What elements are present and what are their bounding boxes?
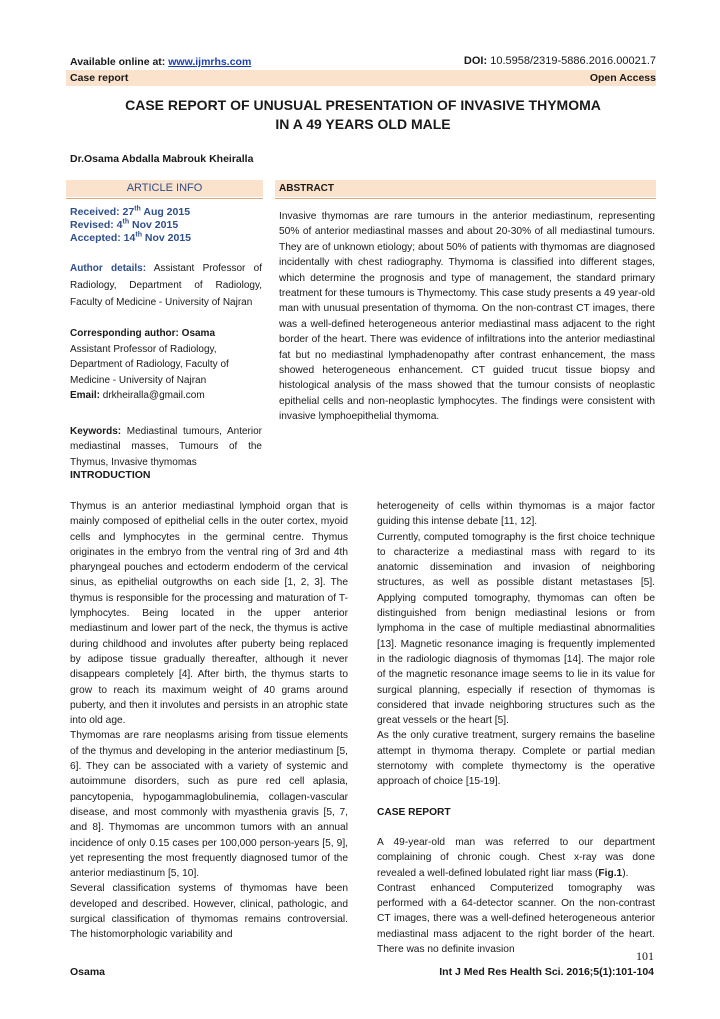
author-name: Dr.Osama Abdalla Mabrouk Kheiralla [70, 153, 254, 165]
open-access-label: Open Access [589, 72, 656, 84]
right-column [377, 499, 655, 957]
footer-citation: Int J Med Res Health Sci. 2016;5(1):101-104 [439, 966, 654, 978]
abstract-heading: ABSTRACT [279, 183, 334, 194]
case-report-label: Case report [70, 72, 129, 84]
revised-date: Revised: 4th Nov 2015 [70, 218, 179, 231]
footer-author: Osama [70, 966, 106, 978]
available-online: Available online at: www.ijmrhs.com [70, 56, 252, 68]
left-column [70, 499, 348, 943]
article-info-divider [66, 198, 263, 199]
email-address: drkheiralla@gmail.com [100, 390, 205, 401]
intro-paragraph-6: As the only curative treatment, surgery remains the baseline attempt in thymoma therapy. Complete or partial median sternotomy with complete thymectomy is the operative approach of choice [15-19]. [377, 730, 655, 788]
case-paragraph-1: A 49-year-old man was referred to our department complaining of chronic cough. Chest x-ray was done revealed a well-defined lobulated right liar mass (Fig.1). [377, 836, 655, 879]
journal-link[interactable]: www.ijmrhs.com [168, 56, 252, 68]
received-date: Received: 27th Aug 2015 [70, 205, 191, 218]
paper-title: CASE REPORT OF UNUSUAL PRESENTATION OF INVASIVE THYMOMA IN A 49 YEARS OLD MALE [125, 97, 601, 132]
intro-paragraph-5: Currently, computed tomography is the first choice technique to characterize a mediastinal mass with regard to its anatomic dissemination and invasion of neighboring structures, as well as possible distant metastases [5]. Applying computed tomography, thymomas can often be distinguished from benign mediastinal lesions or from lymphoma in the case of multiple mediastinal abnormalities [13]. Magnetic resonance imaging is frequently implemented in the radiologic diagnosis of thymomas [14]. The major role of the magnetic resonance image seems to lie in its value for surgical planning, especially if resection of thymomas is considered that invade neighboring structures such as the great vessels or the heart [5]. [377, 531, 655, 727]
doi: DOI: 10.5958/2319-5886.2016.00021.7 [463, 55, 656, 67]
intro-paragraph-1: Thymus is an anterior mediastinal lymphoid organ that is mainly composed of epithelial cells in the outer cortex, myoid cells and lymphocytes in the germinal centre. Thymus originates in the embryo from the ventral ring of 3rd and 4th pharyngeal pouches and ectoderm endoderm of the cervical sinus, as epithelial outgrowths on each side [1, 2, 3]. The thymus is responsible for the processing and maturation of T-lymphocytes. Being located in the upper anterior mediastinum and lower part of the neck, the thymus is active during childhood and involutes after puberty being replaced by adipose tissue gradually thereafter, although it never disappears completely [4]. After birth, the thymus starts to grow to reach its maximum weight of 40 grams around puberty, and then it involutes and persists in an atrophic state into old age. [70, 501, 348, 727]
intro-paragraph-4: heterogeneity of cells within thymomas is a major factor guiding this intense debate [11, 12]. [377, 501, 655, 528]
abstract-text: Invasive thymomas are rare tumours in the anterior mediastinum, representing 50% of anterior mediastinal masses and about 20-30% of all mediastinal tumours. They are of unknown etiology; about 50% of patients with thymomas are diagnosed incidentally with chest radiography. Thymoma is classified into different stages, which determine the prognosis and type of management, the standard primary treatment for these tumours is Thymectomy. This case study presents a 49 year-old man with unusual presentation of thymoma. On the non-contrast CT images, there was a well-defined heterogeneous anterior mediastinal mass adjacent to the right border of the heart. There was evidence of infiltrations into the anterior mediastinal fat but no mediastinal lymphadenopathy after contrast enhancement, the mass showed heterogeneous enhancement. CT guided trucut tissue biopsy and histological analysis of the mass showed that the tumour consists of neoplastic epithelial cells and non-neoplastic lymphocytes. The findings were consistent with invasive lymphoepithelial thymoma. [279, 211, 655, 423]
introduction-heading: INTRODUCTION [70, 469, 151, 481]
keywords: Keywords: Mediastinal tumours, Anterior mediastinal masses, Tumours of the Thymus, Invasive thymomas [70, 425, 262, 468]
abstract-divider [275, 198, 656, 199]
figure-reference[interactable]: Fig.1 [598, 867, 623, 879]
corresponding-author: Corresponding author: Osama Assistant Professor of Radiology, Department of Radiology, Faculty of Medicine - University of Najran Email: drkheiralla@gmail.com [70, 328, 229, 401]
accepted-date: Accepted: 14th Nov 2015 [70, 231, 191, 244]
article-info-heading: ARTICLE INFO [126, 182, 203, 194]
header-band [66, 70, 656, 86]
case-report-heading: CASE REPORT [377, 806, 451, 818]
article-info [70, 206, 262, 470]
intro-paragraph-3: Several classification systems of thymomas have been developed and described. However, clinical, pathologic, and surgical classification of thymomas remains controversial. The histomorphologic variability and [70, 883, 348, 941]
author-details: Author details: Assistant Professor of Radiology, Department of Radiology, Faculty of Medicine - University of Najran [70, 263, 262, 308]
case-paragraph-2: Contrast enhanced Computerized tomography was performed with a 64-detector scanner. On the non-contrast CT images, there was a well-defined heterogeneous anterior mediastinal mass adjacent to the right border of the heart. There was no definite invasion [377, 882, 655, 956]
intro-paragraph-2: Thymomas are rare neoplasms arising from tissue elements of the thymus and developing in the anterior mediastinum [5, 6]. They can be associated with a variety of systemic and autoimmune disorders, such as pure red cell aplasia, pancytopenia, hypogammaglobulinemia, collagen-vascular disease, and most commonly with myasthenia gravis [5, 7, and 8]. Thymomas are uncommon tumors with an annual incidence of only 0.15 cases per 100,000 person-years [5, 9], yet representing the most frequently diagnosed tumor of the anterior mediastinum [5, 10]. [70, 730, 348, 880]
page-number: 101 [636, 949, 654, 963]
